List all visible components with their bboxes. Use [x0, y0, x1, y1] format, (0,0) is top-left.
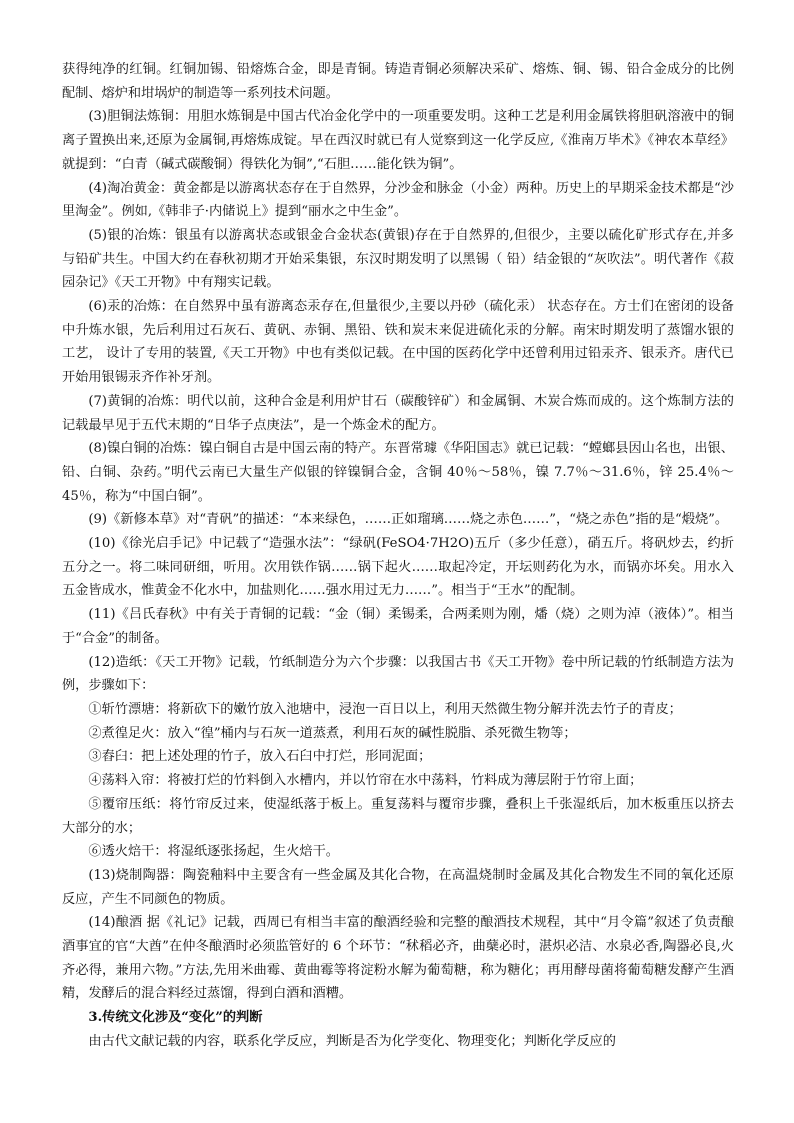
paragraph-silver-smelting: (5)银的冶炼：银虽有以游离状态或银金合金状态(黄银)存在于自然界的,但很少，主要以硫化矿形式存在,并多 与铅矿共生。中国大约在春秋初期才开始采集银，东汉时期发明了以黑锡（ 铅）结金银的“灰吹法”。明代著作《菽园杂记》《天工开物》中有翔实记载。: [62, 227, 761, 291]
paragraph-step-5: ⑤覆帘压纸：将竹帘反过来，使湿纸落于板上。重复荡料与覆帘步骤，叠积上千张湿纸后，加木板重压以挤去大部分的水；: [62, 796, 734, 836]
document-body: [62, 58, 761, 1054]
paragraph-brewing: (14)酿酒 据《礼记》记载，西周已有相当丰富的酿酒经验和完整的酿酒技术规程，其中“月令篇”叙述了负责酿酒事宜的官“大酋”在仲冬酿酒时必须监管好的 6 个环节：“秫稻必齐，曲蘖必时，湛炽必洁、水泉必香,陶器必良,火齐必得，兼用六物。”方法,先用米曲霉、黄曲霉等将淀粉水解为葡萄糖，称为糖化；再用酵母菌将葡萄糖发酵产生酒精，发酵后的混合料经过蒸馏，得到白酒和酒糟。: [62, 915, 734, 1002]
paragraph-mercury-smelting: (6)汞的冶炼：在自然界中虽有游离态汞存在,但量很少,主要以丹砂（硫化汞） 状态存在。方士们在密闭的设备中升炼水银，先后利用过石灰石、黄矾、赤铜、黑铅、铁和炭末来促进硫化汞的分解。南宋时期发明了蒸馏水银的工艺， 设计了专用的装置,《天工开物》中也有类似记载。在中国的医药化学中还曾利用过铅汞齐、银汞齐。唐代已开始用银锡汞齐作补牙剂。: [62, 299, 734, 386]
paragraph-pottery: (13)烧制陶器：陶瓷釉料中主要含有一些金属及其化合物，在高温烧制时金属及其化合物发生不同的氧化还原反应，产生不同颜色的物质。: [62, 867, 734, 907]
paragraph-step-2: ②煮徨足火：放入“徨”桶内与石灰一道蒸煮，利用石灰的碱性脱脂、杀死微生物等；: [88, 725, 577, 741]
paragraph-bile-copper: (3)胆铜法炼铜：用胆水炼铜是中国古代冶金化学中的一项重要发明。这种工艺是利用金属铁将胆矾溶液中的铜离子置换出来,还原为金属铜,再熔炼成锭。早在西汉时就已有人觉察到这一化学反应,《淮南万毕术》《神农本草经》就提到：“白青（碱式碳酸铜）得铁化为铜”,“石胆……能化铁为铜”。: [62, 109, 734, 172]
paragraph-step-4: ④荡料入帘：将被打烂的竹料倒入水槽内，并以竹帘在水中荡料，竹料成为薄层附于竹帘上面；: [88, 773, 643, 789]
paragraph-copper-bronze: 获得纯净的红铜。红铜加锡、铅熔炼合金，即是青铜。铸造青铜必须解决采矿、熔炼、铜、锡、铅合金成分的比例配制、熔炉和坩埚炉的制造等一系列技术问题。: [62, 62, 734, 101]
paragraph-nickel-white-copper: (8)镍白铜的冶炼：镍白铜自古是中国云南的特产。东晋常璩《华阳国志》就已记载：“螳螂县因山名也，出银、铅、白铜、杂药。”明代云南已大量生产似银的锌镍铜合金，含铜 40％～58％，镍 7.7％～31.6％，锌 25.4％～45％，称为“中国白铜”。: [62, 441, 734, 504]
paragraph-step-3: ③舂臼：把上述处理的竹子，放入石臼中打烂，形同泥面；: [88, 749, 432, 765]
paragraph-judgement: 由古代文献记载的内容，联系化学反应，判断是否为化学变化、物理变化；判断化学反应的: [88, 1033, 616, 1049]
paragraph-brass-smelting: (7)黄铜的冶炼：明代以前，这种合金是利用炉甘石（碳酸锌矿）和金属铜、木炭合炼而成的。这个炼制方法的记载最早见于五代末期的“日华子点庚法”，是一个炼金术的配方。: [62, 393, 734, 433]
paragraph-step-1: ①斩竹漂塘：将新砍下的嫩竹放入池塘中，浸泡一百日以上，利用天然微生物分解并洗去竹子的青皮；: [88, 701, 682, 717]
paragraph-step-6: ⑥透火焙干：将湿纸逐张扬起，生火焙干。: [88, 844, 339, 860]
paragraph-gold-panning: (4)淘冶黄金：黄金都是以游离状态存在于自然界，分沙金和脉金（小金）两种。历史上的早期采金技术都是“沙里淘金”。例如,《韩非子·内储说上》提到“丽水之中生金”。: [62, 180, 734, 220]
paragraph-green-vitriol: (9)《新修本草》对“青矾”的描述：“本来绿色，……正如瑠璃……烧之赤色……”，“烧之赤色”指的是“煅烧”。: [88, 512, 729, 528]
paragraph-bronze-alloy: (11)《吕氏春秋》中有关于青铜的记载：“金（铜）柔锡柔，合两柔则为刚，燔（烧）之则为淖（液体）”。相当于“合金”的制备。: [62, 607, 734, 646]
paragraph-strong-water: (10)《徐光启手记》中记载了“造强水法”：“绿矾(FeSO4·7H2O)五斤（多少任意），硝五斤。将矾炒去，约折五分之一。将二味同研细，听用。次用铁作锅……锅下起火……取起冷定，开坛则药化为水，而锅亦坏矣。用水入五金皆成水，惟黄金不化水中，加盐则化……强水用过无力……”。相当于“王水”的配制。: [62, 536, 734, 599]
paragraph-papermaking: (12)造纸：《天工开物》记载，竹纸制造分为六个步骤：以我国古书《天工开物》卷中所记载的竹纸制造方法为例，步骤如下：: [62, 654, 734, 694]
section-heading: 3.传统文化涉及“变化”的判断: [88, 1010, 263, 1026]
